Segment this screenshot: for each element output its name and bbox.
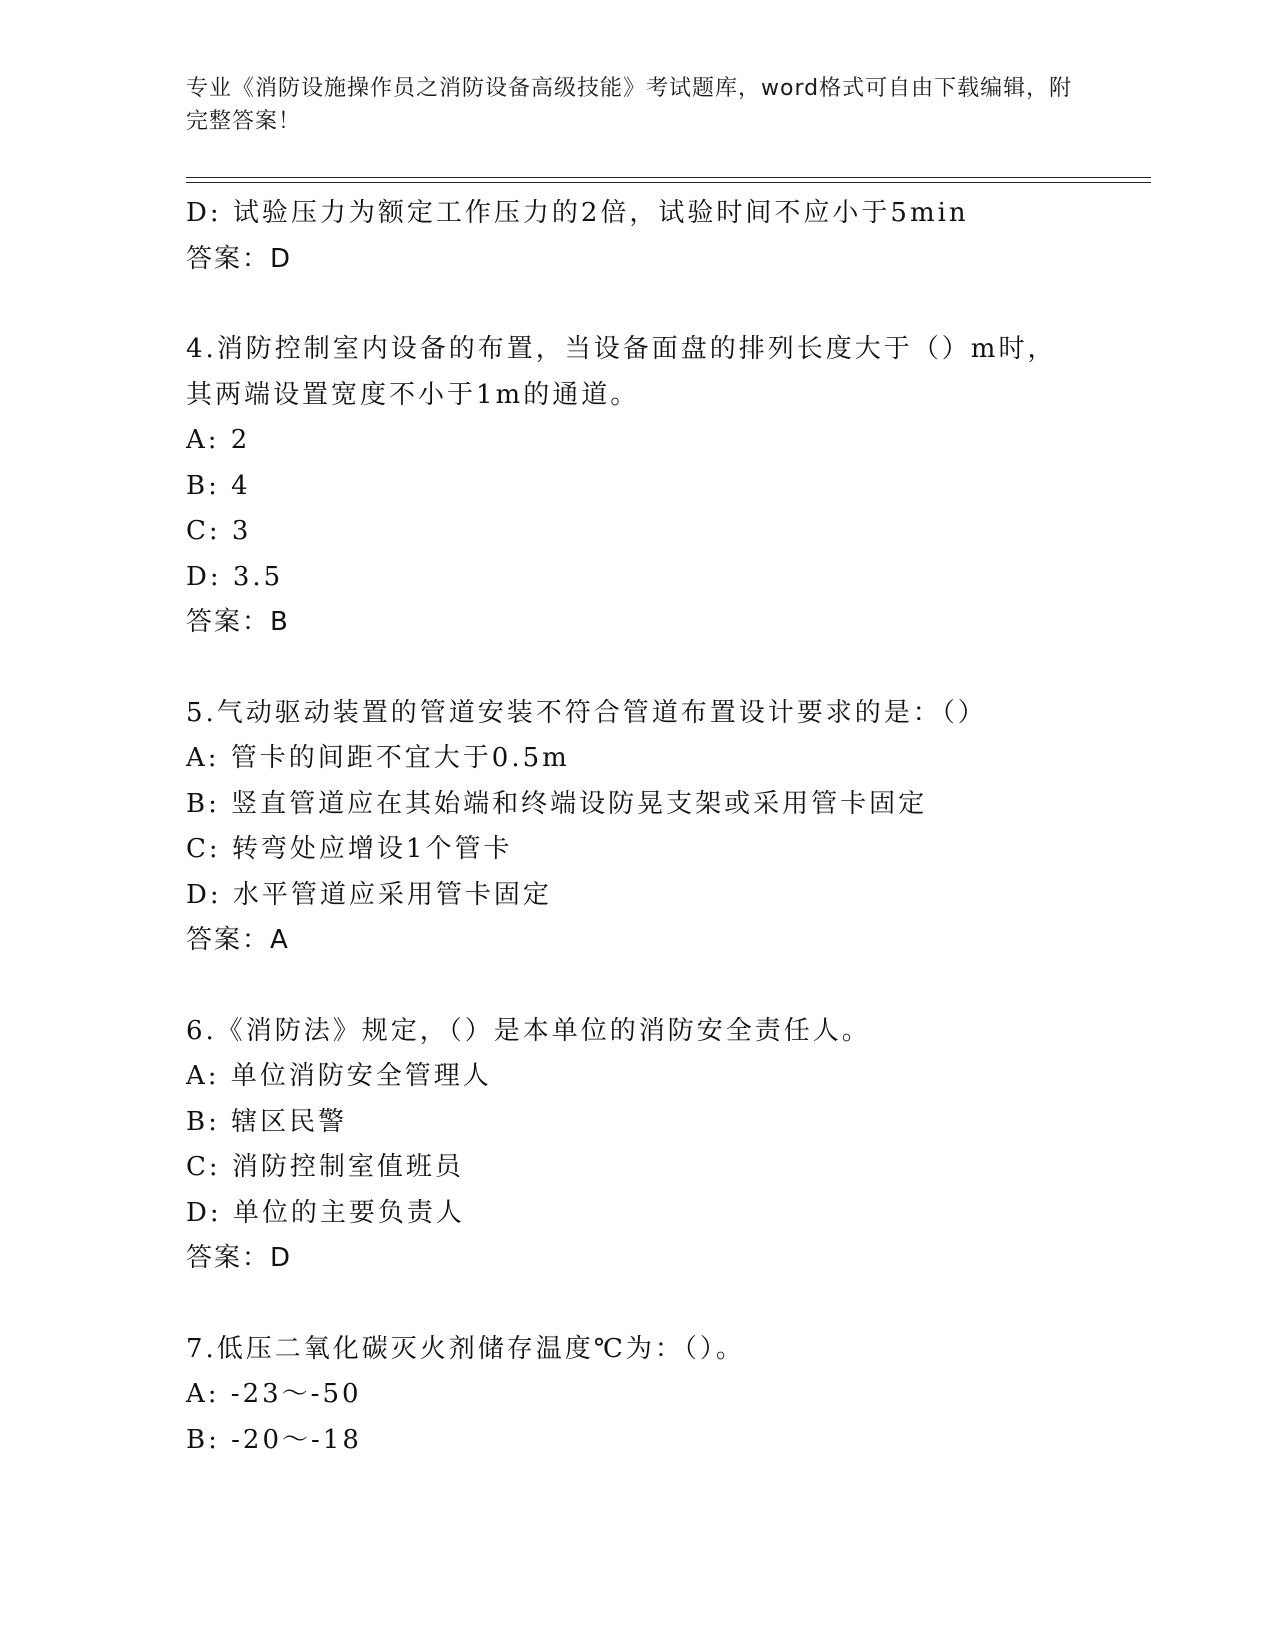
question-5 (186, 691, 1146, 964)
question-3-tail (186, 191, 1146, 282)
option-c: C: 3 (186, 516, 252, 546)
option-b: B: 4 (186, 470, 251, 501)
question-stem: 6.《消防法》规定，（）是本单位的消防安全责任人。 (186, 1015, 871, 1046)
question-stem: 4.消防控制室内设备的布置，当设备面盘的排列长度大于（）m时，其两端设置宽度不小于1m的通道。 (186, 334, 1057, 410)
option-b: B: 竖直管道应在其始端和终端设防晃支架或采用管卡固定 (186, 788, 928, 819)
option-a: A: 单位消防安全管理人 (186, 1061, 492, 1091)
answer: 答案：D (186, 1243, 293, 1273)
page-header (186, 72, 1086, 138)
question-4 (186, 327, 1146, 646)
header-divider (186, 182, 1151, 183)
answer: 答案：D (186, 243, 293, 274)
header-divider (186, 177, 1151, 178)
option-d: D: 3.5 (186, 561, 284, 592)
answer: 答案：A (186, 925, 290, 955)
option-a: A: -23～-50 (186, 1379, 362, 1409)
option-c: C: 消防控制室值班员 (186, 1152, 464, 1182)
option-c: C: 转弯处应增设1个管卡 (186, 834, 513, 864)
option-d: D: 单位的主要负责人 (186, 1197, 465, 1228)
answer: 答案：B (186, 607, 290, 637)
option-d: D: 水平管道应采用管卡固定 (186, 879, 552, 910)
question-6 (186, 1009, 1146, 1282)
option-b: B: -20～-18 (186, 1424, 362, 1455)
question-list (186, 191, 1146, 1463)
question-7 (186, 1327, 1146, 1464)
page-header-text: 专业《消防设施操作员之消防设备高级技能》考试题库，word格式可自由下载编辑，附完整答案！ (186, 76, 1073, 134)
option-a: A: 2 (186, 425, 251, 455)
question-stem: 5.气动驱动装置的管道安装不符合管道布置设计要求的是：（） (186, 697, 987, 728)
option-a: A: 管卡的间距不宜大于0.5m (186, 743, 570, 773)
option-d: D: 试验压力为额定工作压力的2倍，试验时间不应小于5min (186, 198, 969, 228)
question-stem: 7.低压二氧化碳灭火剂储存温度℃为：（）。 (186, 1333, 745, 1364)
option-b: B: 辖区民警 (186, 1106, 348, 1137)
